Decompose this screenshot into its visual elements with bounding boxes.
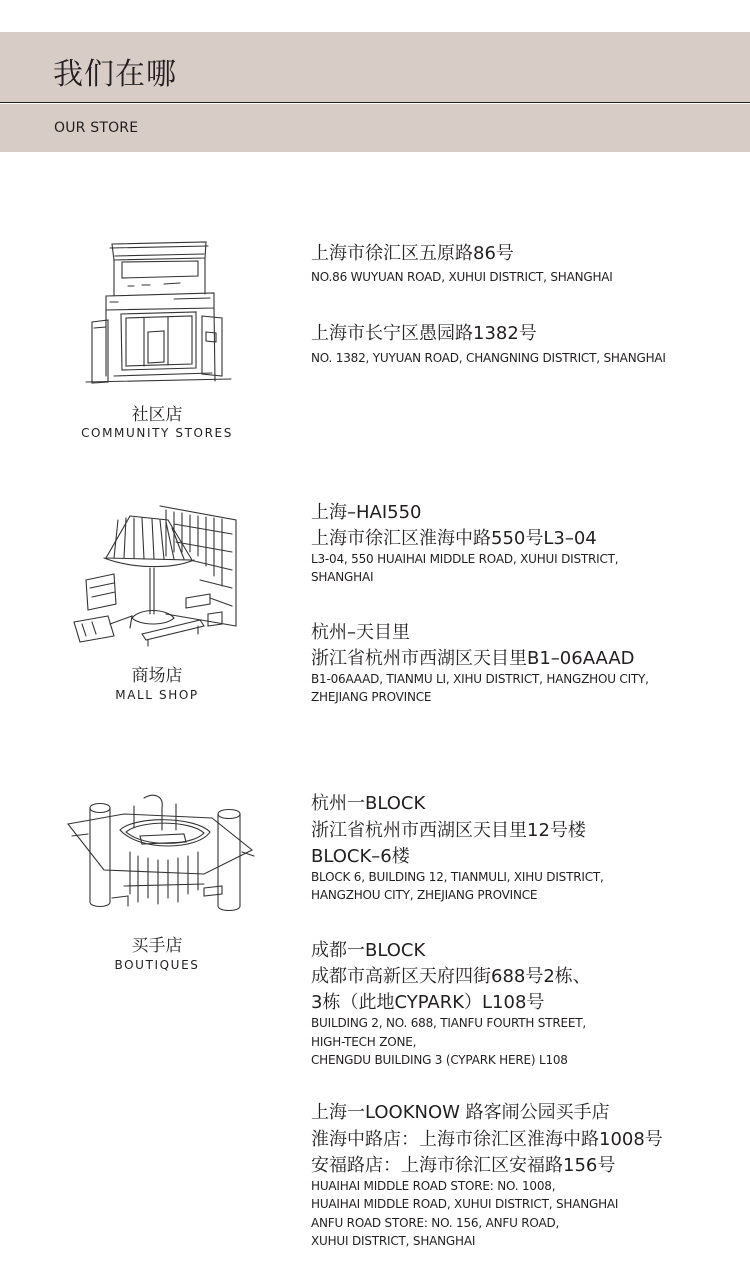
store-address-en: HANGZHOU CITY, ZHEJIANG PROVINCE	[311, 888, 538, 902]
store-name-cn: 上海–HAI550	[311, 502, 422, 523]
store-address-cn: 上海市长宁区愚园路1382号	[311, 323, 537, 344]
store-address-cn: 安福路店：上海市徐汇区安福路156号	[311, 1155, 616, 1176]
store-address-cn: 3栋（此地CYPARK）L108号	[311, 992, 545, 1013]
category-subtitle-boutiques: BOUTIQUES	[114, 958, 200, 972]
store-address-en: B1-06AAAD, TIANMU LI, XIHU DISTRICT, HANGZHOU CITY,	[311, 672, 649, 686]
store-address-en: HUAIHAI MIDDLE ROAD, XUHUI DISTRICT, SHANGHAI	[311, 1197, 619, 1211]
category-subtitle-mall: MALL SHOP	[115, 688, 199, 702]
store-address-en: ZHEJIANG PROVINCE	[311, 690, 432, 704]
store-address-cn: 上海市徐汇区淮海中路550号L3–04	[311, 528, 597, 549]
lamp-interior-sketch	[70, 496, 245, 656]
boutique-interior-sketch	[64, 790, 256, 920]
page-title: 我们在哪	[53, 57, 177, 92]
page-header-title-bar	[0, 32, 750, 103]
store-address-en: HIGH-TECH ZONE,	[311, 1035, 417, 1049]
store-name-cn: 杭州–天目里	[311, 622, 410, 643]
store-address-en: NO.86 WUYUAN ROAD, XUHUI DISTRICT, SHANGHAI	[311, 270, 613, 284]
store-address-en: ANFU ROAD STORE: NO. 156, ANFU ROAD,	[311, 1216, 560, 1230]
store-address-cn: BLOCK–6楼	[311, 846, 410, 867]
store-address-en: L3-04, 550 HUAIHAI MIDDLE ROAD, XUHUI DISTRICT,	[311, 552, 619, 566]
store-address-en: BLOCK 6, BUILDING 12, TIANMULI, XIHU DISTRICT,	[311, 870, 604, 884]
category-title-boutiques: 买手店	[131, 936, 183, 956]
store-address-en: NO. 1382, YUYUAN ROAD, CHANGNING DISTRICT, SHANGHAI	[311, 351, 666, 365]
category-title-community: 社区店	[131, 405, 183, 425]
store-name-cn: 上海一LOOKNOW 路客闹公园买手店	[311, 1102, 610, 1123]
store-address-en: CHENGDU BUILDING 3 (CYPARK HERE) L108	[311, 1053, 568, 1067]
store-name-cn: 成都一BLOCK	[311, 940, 426, 961]
store-address-cn: 淮海中路店：上海市徐汇区淮海中路1008号	[311, 1129, 663, 1150]
store-address-cn: 浙江省杭州市西湖区天目里B1–06AAAD	[311, 648, 635, 669]
page-header-subtitle-bar	[0, 104, 750, 152]
page-subtitle: OUR STORE	[54, 120, 139, 136]
store-address-cn: 成都市高新区天府四街688号2栋、	[311, 966, 591, 987]
store-address-en: SHANGHAI	[311, 570, 374, 584]
store-address-cn: 上海市徐汇区五原路86号	[311, 243, 514, 264]
store-address-cn: 浙江省杭州市西湖区天目里12号楼	[311, 820, 586, 841]
store-address-en: HUAIHAI MIDDLE ROAD STORE: NO. 1008,	[311, 1179, 556, 1193]
category-title-mall: 商场店	[131, 666, 183, 686]
category-subtitle-community: COMMUNITY STORES	[81, 426, 233, 440]
store-address-en: XUHUI DISTRICT, SHANGHAI	[311, 1234, 476, 1248]
store-name-cn: 杭州一BLOCK	[311, 793, 426, 814]
storefront-sketch	[84, 236, 234, 386]
store-address-en: BUILDING 2, NO. 688, TIANFU FOURTH STREET,	[311, 1016, 586, 1030]
